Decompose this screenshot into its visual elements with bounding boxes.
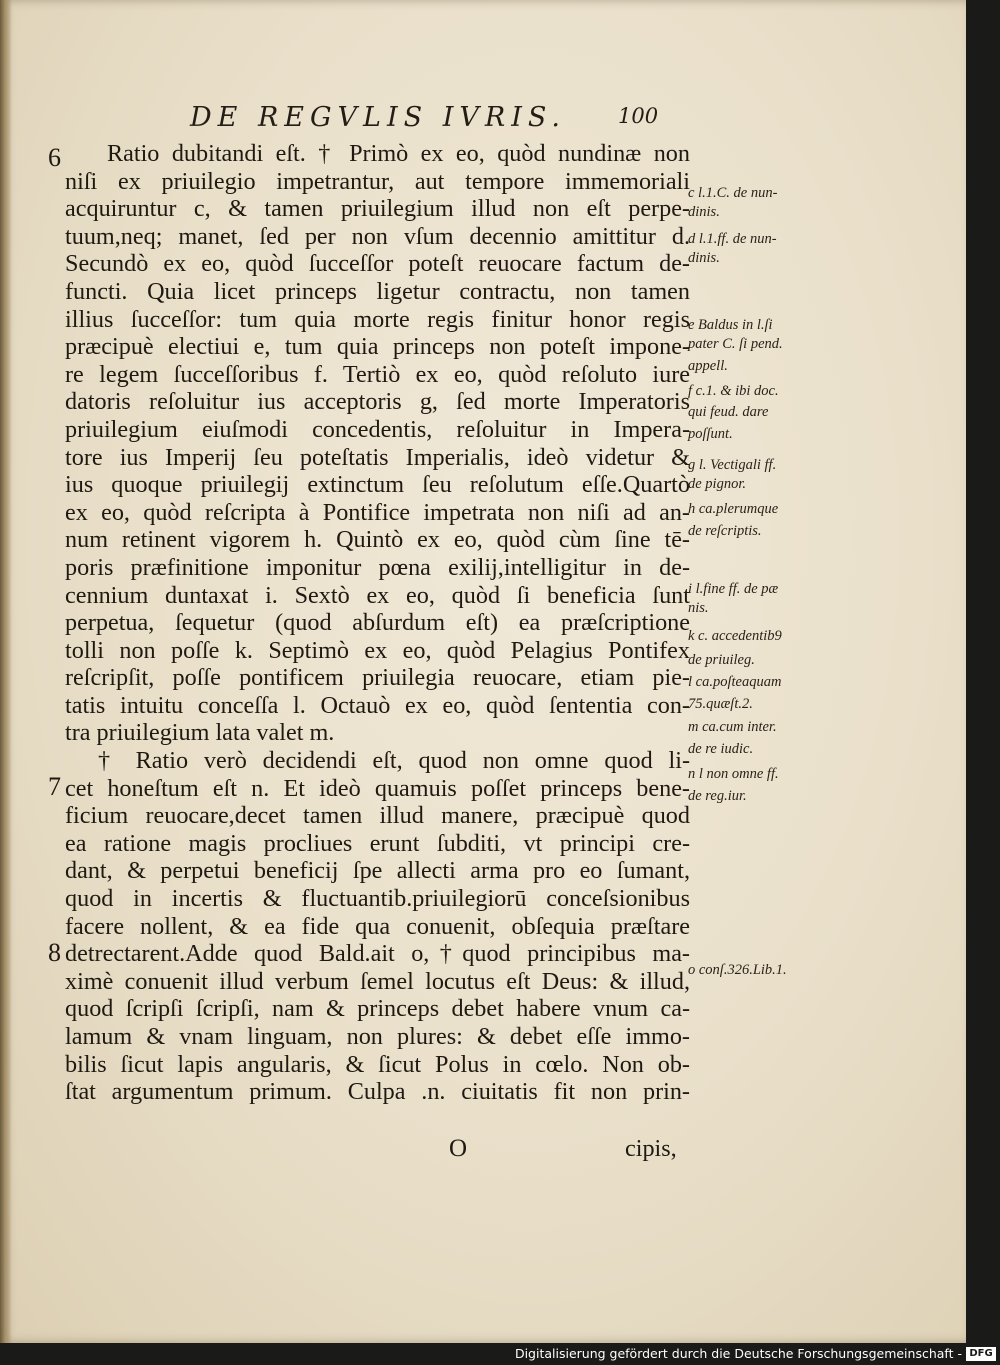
section-number-6: 6 <box>48 143 61 172</box>
margin-note: dinis. <box>688 250 720 266</box>
text-line: cennium duntaxat i. Sextò ex eo, quòd ſi beneficia ſunt <box>65 581 690 609</box>
margin-note: f c.1. & ibi doc. <box>688 383 779 399</box>
margin-note: de reſcriptis. <box>688 523 762 539</box>
margin-note: g l. Vectigali ff. <box>688 457 777 473</box>
text-line: cet honeſtum eſt n. Et ideò quamuis poſſet princeps bene- <box>65 774 690 802</box>
text-line: detrectarent.Adde quod Bald.ait o,†quod principibus ma- <box>65 940 690 968</box>
margin-note: k c. accedentib9 <box>688 628 782 644</box>
text-line: ximè conuenit illud verbum ſemel locutus eſt Deus: & illud, <box>65 967 690 995</box>
text-line: ex eo, quòd reſcripta à Pontifice impetrata non niſi ad an- <box>65 498 690 526</box>
text-line: tuum,neq; manet, ſed per non vſum decennio amittitur d. <box>65 222 690 250</box>
text-line: ius quoque priuilegij extinctum ſeu reſolutum eſſe.Quartò <box>65 471 690 499</box>
margin-note: nis. <box>688 600 709 616</box>
text-line: ficium reuocare,decet tamen illud manere, præcipuè quod <box>65 802 690 830</box>
margin-note: d l.1.ff. de nun- <box>688 231 777 247</box>
text-line: facere nollent, & ea fide qua conuenit, obſequia præſtare <box>65 912 690 940</box>
margin-note: l ca.poſteaquam <box>688 674 782 690</box>
text-line: lamum & vnam linguam, non plures: & debet eſſe immo- <box>65 1023 690 1050</box>
margin-note: de priuileg. <box>688 652 755 668</box>
margin-note: 75.quæſt.2. <box>688 696 753 712</box>
text-line: præcipuè electiui e, tum quia princeps non poteſt impone- <box>65 333 690 361</box>
text-line: quod in incertis & fluctuantib.priuilegiorū conceſsionibus <box>65 885 690 913</box>
text-line: tore ius Imperij ſeu poteſtatis Imperialis, ideò videtur & <box>65 443 690 471</box>
text-line: perpetua, ſequetur (quod abſurdum eſt) ea præſcriptione <box>65 609 690 637</box>
margin-note: i l.fine ff. de pæ <box>688 581 779 597</box>
digitization-footer <box>0 1343 1000 1365</box>
margin-note: n l non omne ff. <box>688 766 779 782</box>
catchword: cipis, <box>625 1135 677 1162</box>
text-line: niſi ex priuilegio impetrantur, aut tempore immemoriali <box>65 167 690 195</box>
margin-note: de reg.iur. <box>688 788 747 804</box>
margin-note: de pignor. <box>688 476 746 492</box>
text-line: Secundò ex eo, quòd ſucceſſor poteſt reuocare factum de- <box>65 250 690 278</box>
text-line: priuilegium eiuſmodi concedentis, reſoluitur in Impera- <box>65 415 690 443</box>
margin-note: qui feud. dare <box>688 404 769 420</box>
text-line: acquiruntur c, & tamen priuilegium illud non eſt perpe- <box>65 195 690 223</box>
section-number-8: 8 <box>48 938 61 967</box>
margin-note: dinis. <box>688 204 720 220</box>
text-line: Ratio dubitandi eſt. † Primò ex eo, quòd nundinæ non <box>107 140 690 167</box>
text-line: ea ratione magis procliues erunt ſubditi, vt principi cre- <box>65 829 690 857</box>
text-line: num retinent vigorem h. Quintò ex eo, quòd cùm ſine tē- <box>65 526 690 554</box>
text-line: poris præfinitione imponitur pœna exilij,intelligitur in de- <box>65 553 690 581</box>
text-line: dant, & perpetui beneficij ſpe allecti arma pro eo ſumant, <box>65 857 690 885</box>
margin-note: de re iudic. <box>688 741 754 757</box>
margin-note: e Baldus in l.ſi <box>688 317 773 333</box>
page-number: 100 <box>618 104 659 128</box>
text-line: tra priuilegium lata valet m. <box>65 719 335 747</box>
section-number-7: 7 <box>48 772 61 801</box>
signature-mark: O <box>449 1135 468 1162</box>
text-line: illius ſucceſſor: tum quia morte regis finitur honor regis <box>65 305 690 333</box>
text-line: functi. Quia licet princeps ligetur contractu, non tamen <box>65 277 690 305</box>
margin-note: o conſ.326.Lib.1. <box>688 962 787 978</box>
text-line: quod ſcripſi ſcripſi, nam & princeps debet habere vnum ca- <box>65 995 690 1023</box>
page-gutter-edge <box>0 0 12 1343</box>
margin-note: pater C. ſi pend. <box>688 336 783 352</box>
text-line: bilis ſicut lapis angularis, & ſicut Polus in cœlo. Non ob- <box>65 1050 690 1078</box>
text-line: reſcripſit, poſſe pontificem priuilegia reuocare, etiam pie- <box>65 664 690 692</box>
margin-note: c l.1.C. de nun- <box>688 185 778 201</box>
text-line: tolli non poſſe k. Septimò ex eo, quòd Pelagius Pontifex <box>65 636 690 664</box>
text-line: ſtat argumentum primum. Culpa .n. ciuitatis fit non prin- <box>65 1078 690 1106</box>
text-line: † Ratio verò decidendi eſt, quod non omne quod li- <box>98 747 690 775</box>
footer-credit: Digitalisierung gefördert durch die Deutsche Forschungsgemeinschaft - <box>514 1346 962 1361</box>
running-head: DE REGVLIS IVRIS. <box>190 102 566 133</box>
margin-note: appell. <box>688 358 728 374</box>
margin-note: m ca.cum inter. <box>688 719 777 735</box>
text-line: datoris reſoluitur ius acceptoris g, ſed morte Imperatoris <box>65 388 690 416</box>
main-text-block <box>65 140 690 1106</box>
margin-note: poſſunt. <box>688 426 733 442</box>
margin-note: h ca.plerumque <box>688 501 779 517</box>
text-line: re legem ſucceſſoribus f. Tertiò ex eo, quòd reſoluto iure <box>65 360 690 388</box>
dfg-logo: DFG <box>966 1347 996 1361</box>
text-line: tatis intuitu conceſſa l. Octauò ex eo, quòd ſententia con- <box>65 691 690 719</box>
